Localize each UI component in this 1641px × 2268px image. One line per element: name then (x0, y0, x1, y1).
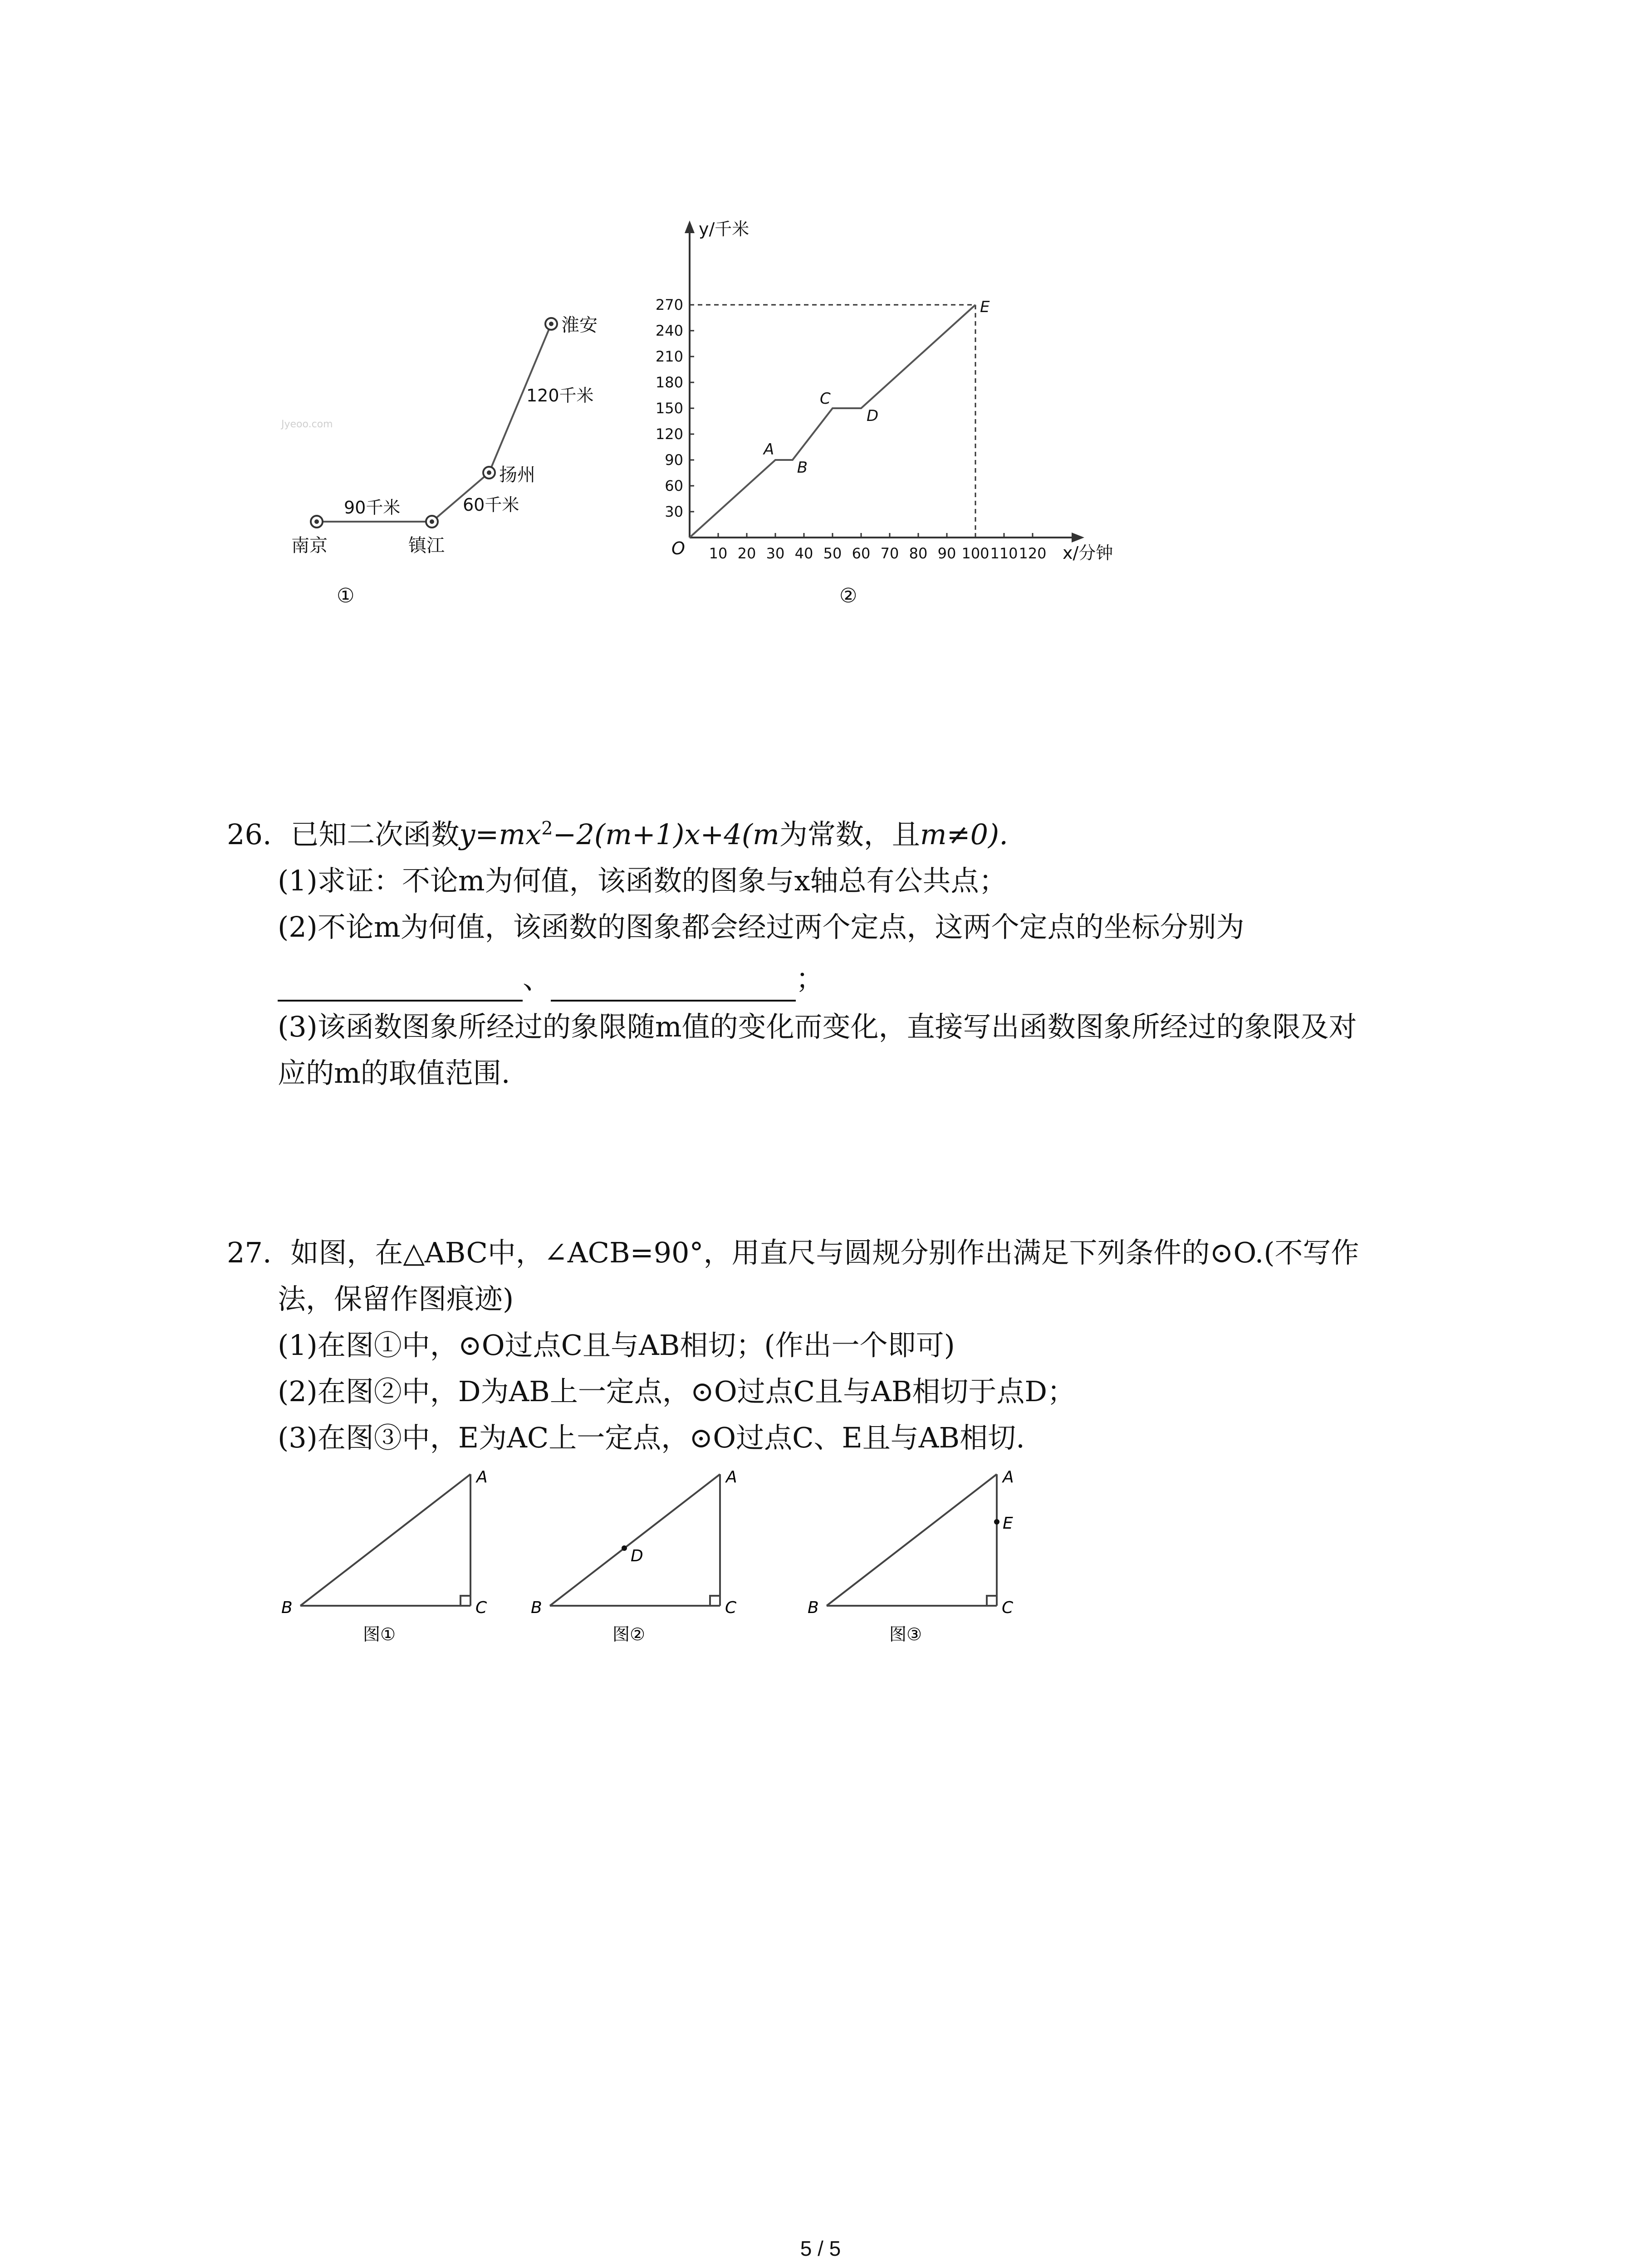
point-d-label: D (631, 1547, 643, 1565)
q27-part-1: (1)在图①中，⊙O过点C且与AB相切；(作出一个即可) (278, 1329, 955, 1362)
map-figure-label: ① (337, 584, 355, 607)
origin-label: O (671, 538, 685, 558)
zhenjiang-point-icon (426, 516, 438, 528)
q27-stem-line-1: 27. 如图，在△ABC中，∠ACB=90°，用直尺与圆规分别作出满足下列条件的⊙O.(不写作 (227, 1236, 1359, 1269)
y-tick-label: 90 (665, 451, 683, 469)
place-nanjing: 南京 (291, 535, 328, 556)
point-label-a: A (764, 440, 774, 459)
triangle-figure-3 (798, 1461, 1034, 1651)
right-angle-mark-icon (987, 1596, 997, 1606)
x-axis-label: x/分钟 (1063, 543, 1113, 563)
vertex-b: B (531, 1598, 542, 1617)
route-map-figure (272, 299, 617, 617)
segment-label-120: 120千米 (526, 386, 594, 406)
watermark: Jyeoo.com (281, 419, 333, 430)
point-label-d: D (867, 407, 879, 425)
y-tick-label: 210 (655, 348, 683, 365)
vertex-c: C (475, 1598, 487, 1617)
figure-3-label: 图③ (889, 1624, 922, 1644)
x-tick-label: 10 (709, 545, 728, 562)
point-e-icon (994, 1519, 999, 1525)
x-tick-label: 110 (990, 545, 1018, 562)
x-tick-label: 40 (794, 545, 813, 562)
x-tick-label: 120 (1019, 545, 1047, 562)
y-axis-label: y/千米 (699, 219, 749, 239)
figure-1-label: 图① (363, 1624, 396, 1644)
y-tick-label: 240 (655, 322, 683, 339)
right-angle-mark-icon (460, 1596, 470, 1606)
place-huaian: 淮安 (561, 315, 598, 336)
triangle-figure-1 (272, 1461, 508, 1651)
y-tick-label: 30 (665, 503, 683, 520)
x-tick-label: 80 (909, 545, 928, 562)
q26-part-3-line-1: (3)该函数图象所经过的象限随m值的变化而变化，直接写出函数图象所经过的象限及对 (278, 1010, 1357, 1043)
point-e-label: E (1003, 1514, 1013, 1533)
y-axis-arrow-icon (685, 220, 695, 233)
point-label-e: E (980, 298, 990, 316)
vertex-a: A (726, 1468, 737, 1486)
map-points (311, 318, 557, 528)
right-angle-mark-icon (710, 1596, 720, 1606)
triangle-figure-2 (522, 1461, 758, 1651)
point-d-icon (622, 1545, 627, 1551)
point-label-c: C (820, 390, 831, 408)
q27-part-3: (3)在图③中，E为AC上一定点，⊙O过点C、E且与AB相切. (278, 1421, 1025, 1454)
x-tick-label: 20 (737, 545, 756, 562)
vertex-c: C (725, 1598, 737, 1617)
vertex-b: B (808, 1598, 819, 1617)
y-tick-label: 150 (655, 400, 683, 417)
q26-part-2-answers: 、 ； (278, 956, 824, 1002)
distance-time-chart (653, 213, 1143, 612)
y-tick-label: 120 (655, 425, 683, 443)
point-label-b: B (797, 459, 808, 477)
q26-stem: 26. 已知二次函数$y=mx^2-2(m+1)x+4(m$为常数，且m≠0). (227, 818, 1008, 851)
x-tick-label: 30 (766, 545, 785, 562)
y-tick-label: 180 (655, 374, 683, 391)
nanjing-point-icon (311, 516, 323, 528)
place-yangzhou: 扬州 (499, 464, 535, 485)
q26-part-2: (2)不论m为何值，该函数的图象都会经过两个定点，这两个定点的坐标分别为 (278, 910, 1244, 943)
x-tick-label: 90 (937, 545, 956, 562)
vertex-a: A (476, 1468, 488, 1486)
x-tick-label: 50 (823, 545, 842, 562)
q26-number: 26. (227, 818, 272, 851)
segment-label-90: 90千米 (344, 498, 401, 518)
page-number: 5 / 5 (800, 2237, 841, 2260)
q27-number: 27. (227, 1236, 272, 1269)
vertex-b: B (281, 1598, 293, 1617)
x-tick-label: 70 (880, 545, 899, 562)
chart-figure-label: ② (839, 584, 857, 607)
x-tick-label: 100 (961, 545, 989, 562)
y-tick-label: 60 (665, 477, 683, 494)
huaian-point-icon (545, 318, 557, 330)
vertex-c: C (1002, 1598, 1014, 1617)
yangzhou-point-icon (483, 467, 495, 479)
place-zhenjiang: 镇江 (408, 535, 445, 556)
series-line (690, 305, 975, 538)
segment-label-60: 60千米 (463, 495, 519, 515)
q26-part-1: (1)求证：不论m为何值，该函数的图象与x轴总有公共点； (278, 864, 1007, 897)
vertex-a: A (1003, 1468, 1014, 1486)
q27-part-2: (2)在图②中，D为AB上一定点，⊙O过点C且与AB相切于点D； (278, 1375, 1076, 1408)
answer-blank-1[interactable] (278, 971, 523, 1002)
q26-part-3-line-2: 应的m的取值范围. (278, 1056, 510, 1090)
x-tick-label: 60 (852, 545, 871, 562)
answer-blank-2[interactable] (551, 971, 796, 1002)
figure-2-label: 图② (612, 1624, 646, 1644)
q27-stem-line-2: 法，保留作图痕迹) (278, 1282, 514, 1315)
x-axis-arrow-icon (1072, 533, 1084, 543)
y-tick-label: 270 (655, 296, 683, 313)
